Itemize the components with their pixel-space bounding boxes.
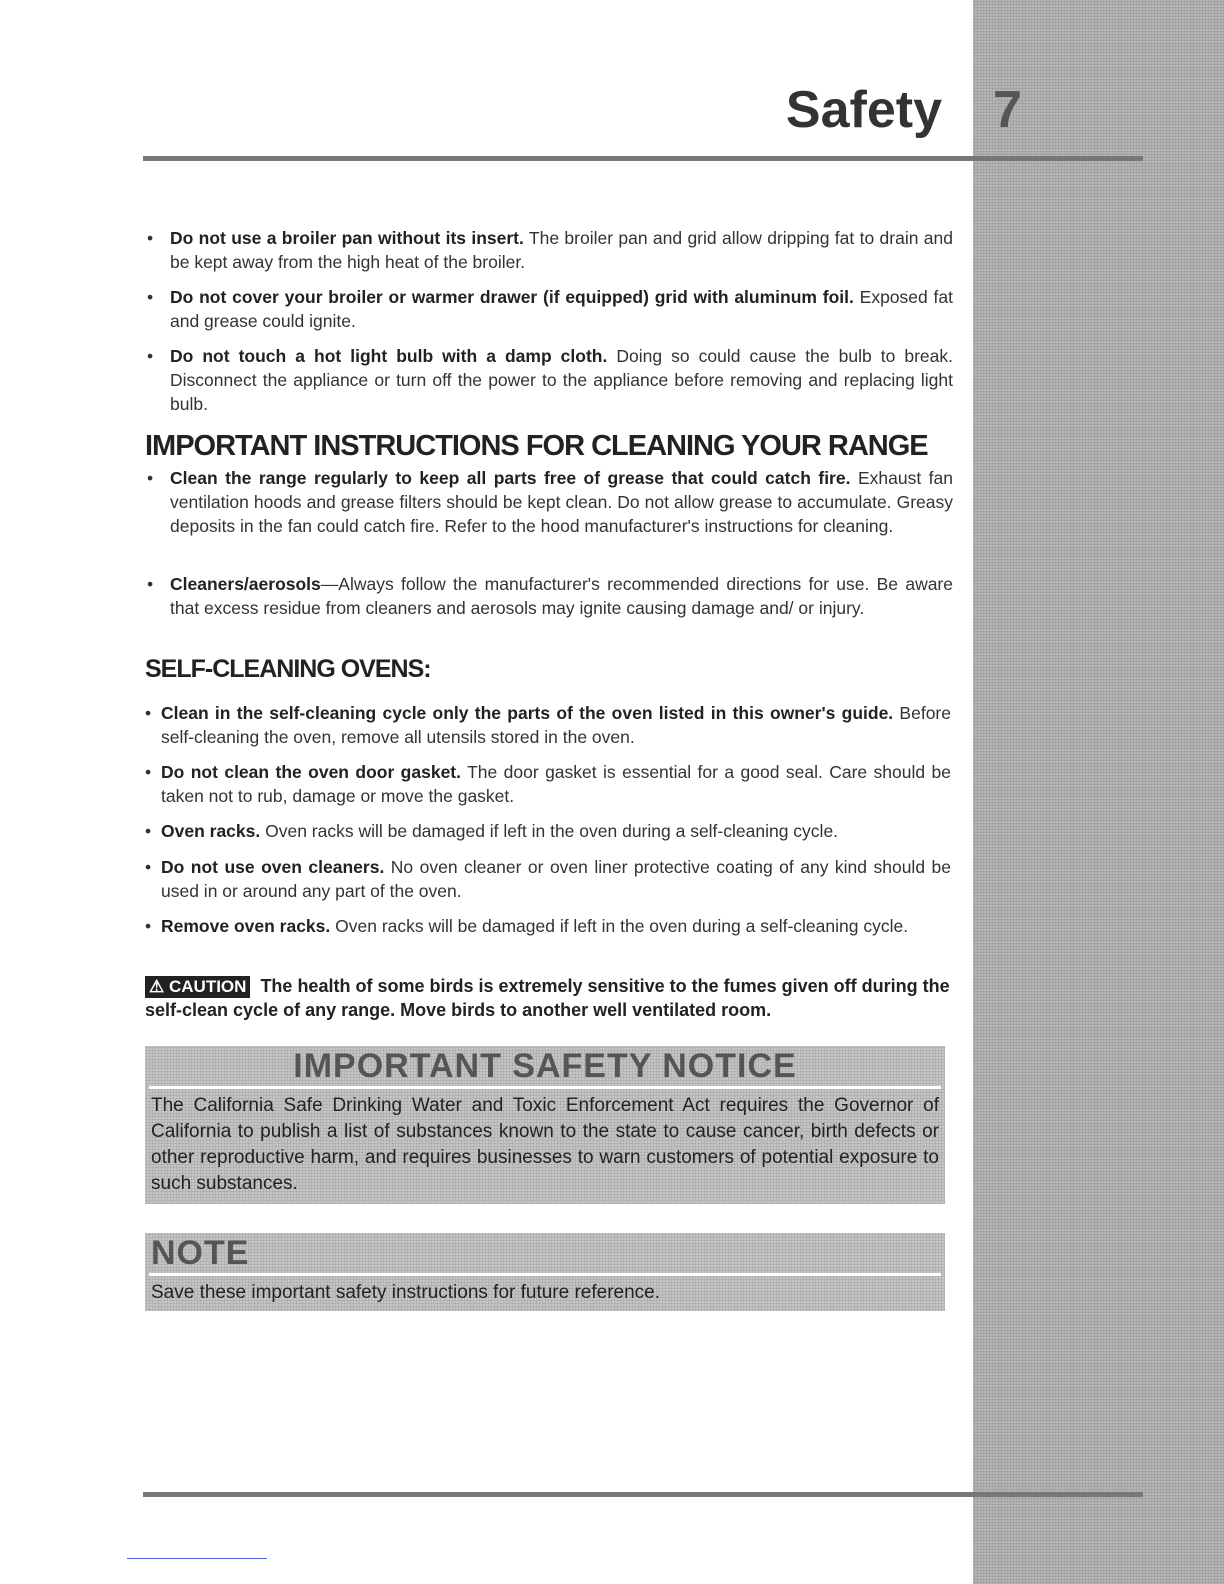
top-rule [143,156,1143,161]
item-text: Oven racks will be damaged if left in the oven during a self-cleaning cycle. [330,916,909,936]
cleaning-heading: IMPORTANT INSTRUCTIONS FOR CLEANING YOUR RANGE [145,430,928,462]
list-item: • Do not use oven cleaners. No oven cleaner or oven liner protective coating of any kind should be used in or around any part of the oven. [145,857,951,901]
page-number: 7 [993,81,1022,139]
list-item: • Do not clean the oven door gasket. The door gasket is essential for a good seal. Care should be taken not to rub, damage or move the gasket. [145,762,951,806]
item-text: Before self-cleaning the oven, remove all utensils stored in the oven. [161,703,951,747]
item-text: Doing so could cause the bulb to break. Disconnect the appliance or turn off the power to the appliance before removing and replacing light bulb. [170,346,953,414]
item-bold: Clean in the self-cleaning cycle only the parts of the oven listed in this owner's guide. [161,703,894,723]
note-text: Save these important safety instructions for future reference. [151,1282,661,1303]
item-bold: Do not cover your broiler or warmer drawer (if equipped) grid with aluminum foil. [170,287,854,307]
note-title: NOTE [151,1234,250,1272]
safety-notice-text: The California Safe Drinking Water and Toxic Enforcement Act requires the Governor of California to publish a list of substances known to the state to cause cancer, birth defects or other reproductive harm, and requires businesses to warn customers of potential exposure to such substances. [151,1095,939,1194]
item-bold: Oven racks. [161,821,261,841]
item-text: The door gasket is essential for a good seal. Care should be taken not to rub, damage or move the gasket. [161,762,951,806]
item-text: Exposed fat and grease could ignite. [170,287,953,331]
list-item: • Cleaners/aerosols—Always follow the manufacturer's recommended directions for use. Be aware that excess residue from cleaners and aerosols may ignite causing damage and/ or injury. [147,574,953,618]
bottom-rule [143,1492,1143,1497]
item-text: —Always follow the manufacturer's recommended directions for use. Be aware that excess residue from cleaners and aerosols may ignite causing damage and/ or injury. [170,574,953,618]
warning-triangle-icon: ⚠ [149,977,165,996]
list-item: • Clean the range regularly to keep all parts free of grease that could catch fire. Exhaust fan ventilation hoods and grease filters should be kept clean. Do not allow grease to accumulate. Greasy deposits in the fan could catch fire. Refer to the hood manufacturer's instructions for cleaning. [147,468,953,536]
item-bold: Remove oven racks. [161,916,331,936]
safety-notice-box [145,1046,945,1204]
self-cleaning-heading: SELF-CLEANING OVENS: [145,655,431,683]
item-text: Oven racks will be damaged if left in the oven during a self-cleaning cycle. [260,821,839,841]
item-bold: Do not use oven cleaners. [161,857,385,877]
item-bold: Do not touch a hot light bulb with a damp cloth. [170,346,608,366]
list-item: • Oven racks. Oven racks will be damaged if left in the oven during a self-cleaning cycle. [145,821,839,841]
link-underline [127,1558,267,1559]
note-box [145,1233,945,1311]
caution-notice [145,974,953,1022]
caution-label: CAUTION [168,977,247,996]
caution-text: The health of some birds is extremely sensitive to the fumes given off during the self-clean cycle of any range. Move birds to another well ventilated room. [145,976,950,1020]
list-item: • Clean in the self-cleaning cycle only the parts of the oven listed in this owner's guide. Before self-cleaning the oven, remove all utensils stored in the oven. [145,703,951,747]
item-text: No oven cleaner or oven liner protective coating of any kind should be used in or around any part of the oven. [161,857,951,901]
list-item: • Do not cover your broiler or warmer drawer (if equipped) grid with aluminum foil. Exposed fat and grease could ignite. [147,287,953,331]
item-bold: Do not clean the oven door gasket. [161,762,461,782]
side-strip [973,0,1224,1584]
list-item: • Do not use a broiler pan without its insert. The broiler pan and grid allow dripping fat to drain and be kept away from the high heat of the broiler. [147,228,953,272]
page-title: Safety [785,81,942,139]
item-bold: Cleaners/aerosols [170,574,321,594]
item-bold: Do not use a broiler pan without its insert. [170,228,524,248]
item-bold: Clean the range regularly to keep all parts free of grease that could catch fire. [170,468,851,488]
list-item: • Do not touch a hot light bulb with a damp cloth. Doing so could cause the bulb to break. Disconnect the appliance or turn off the power to the appliance before removing and replacing light bulb. [147,346,953,414]
item-text: Exhaust fan ventilation hoods and grease filters should be kept clean. Do not allow grease to accumulate. Greasy deposits in the fan could catch fire. Refer to the hood manufacturer's instructions for cleaning. [170,468,953,536]
safety-notice-title: IMPORTANT SAFETY NOTICE [293,1047,797,1085]
list-item: • Remove oven racks. Oven racks will be damaged if left in the oven during a self-cleaning cycle. [145,916,909,936]
item-text: The broiler pan and grid allow dripping fat to drain and be kept away from the high heat of the broiler. [170,228,953,272]
caution-badge [145,976,250,998]
